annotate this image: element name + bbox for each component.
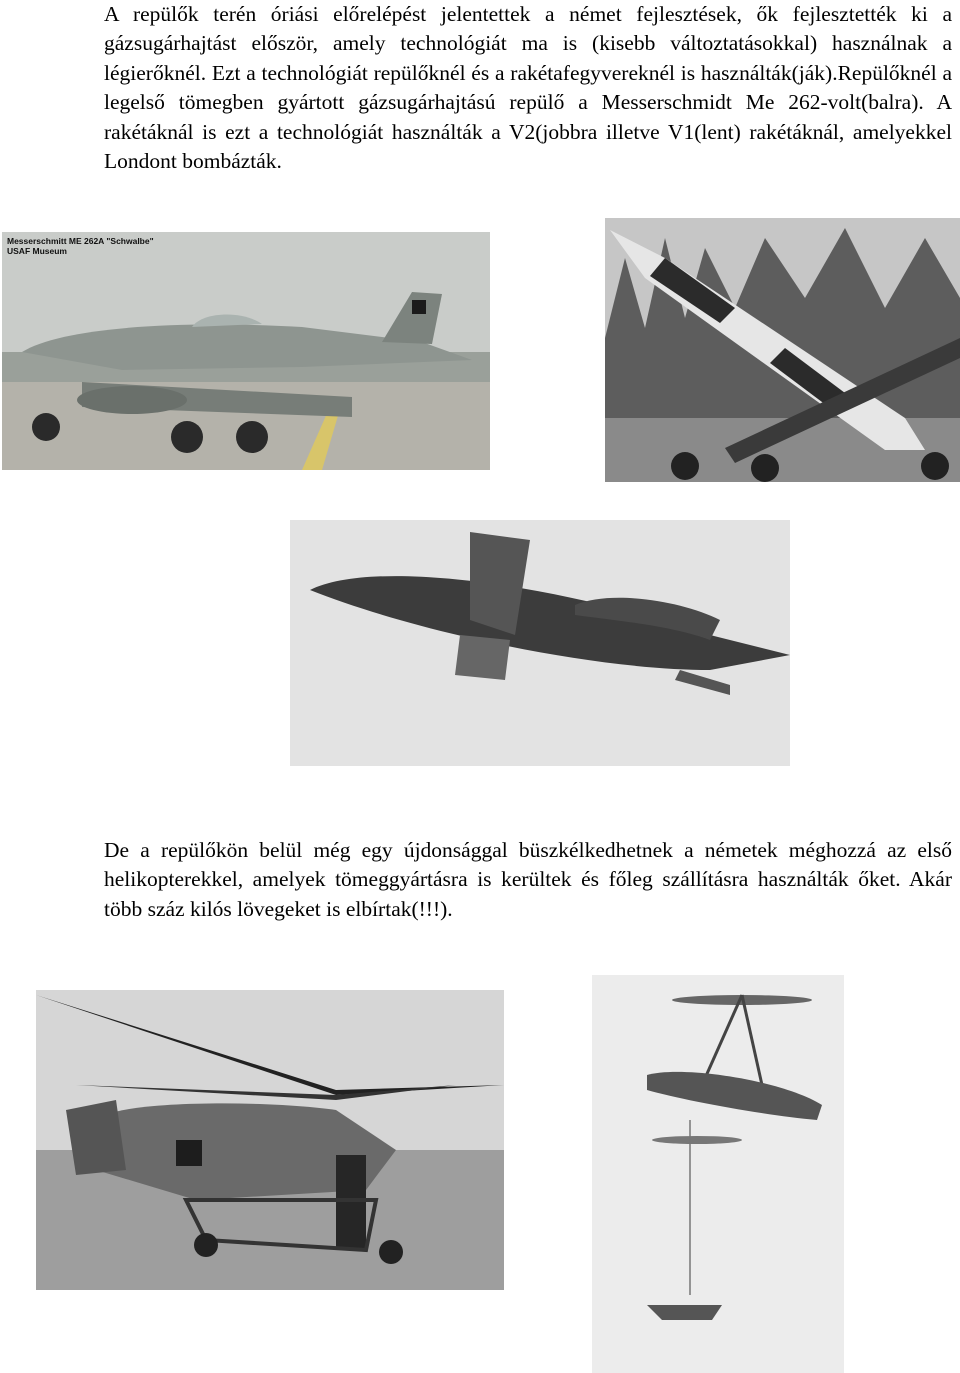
helicopter-ground-photo [36, 990, 504, 1290]
intro-paragraph: A repülők terén óriási előrelépést jelentettek a német fejlesztések, ők fejlesztették ki a gázsugárhajtást először, amely technológiát ma is (kisebb változtatásokkal) használnak a légierőknél. Ezt a technológiát repülőknél és a rakétafegyvereknél is használták(ják).Repülőknél a legelső tömegben gyártott gázsugárhajtású repülő a Messerschmidt Me 262-volt(balra). A rakétáknál is ezt a technológiát használták a V2(jobbra illetve V1(lent) rakétáknál, amelyekkel Londont bombázták. [104, 2, 952, 174]
me262-caption [7, 236, 154, 256]
v1-flying-bomb-photo [290, 520, 790, 766]
v2-rocket-photo [605, 218, 960, 482]
me262-caption-source: USAF Museum [7, 246, 67, 256]
helicopters-paragraph: De a repülőkön belül még egy újdonsággal büszkélkedhetnek a németek méghozzá az első helikopterekkel, amelyek tömeggyártásra is kerültek és főleg szállításra használták őket. Akár több száz kilós lövegeket is elbírtak(!!!). [104, 838, 952, 921]
me262-photo [2, 232, 490, 470]
helicopter-flying-photo [592, 975, 844, 1373]
me262-caption-title: Messerschmitt ME 262A "Schwalbe" [7, 236, 154, 246]
